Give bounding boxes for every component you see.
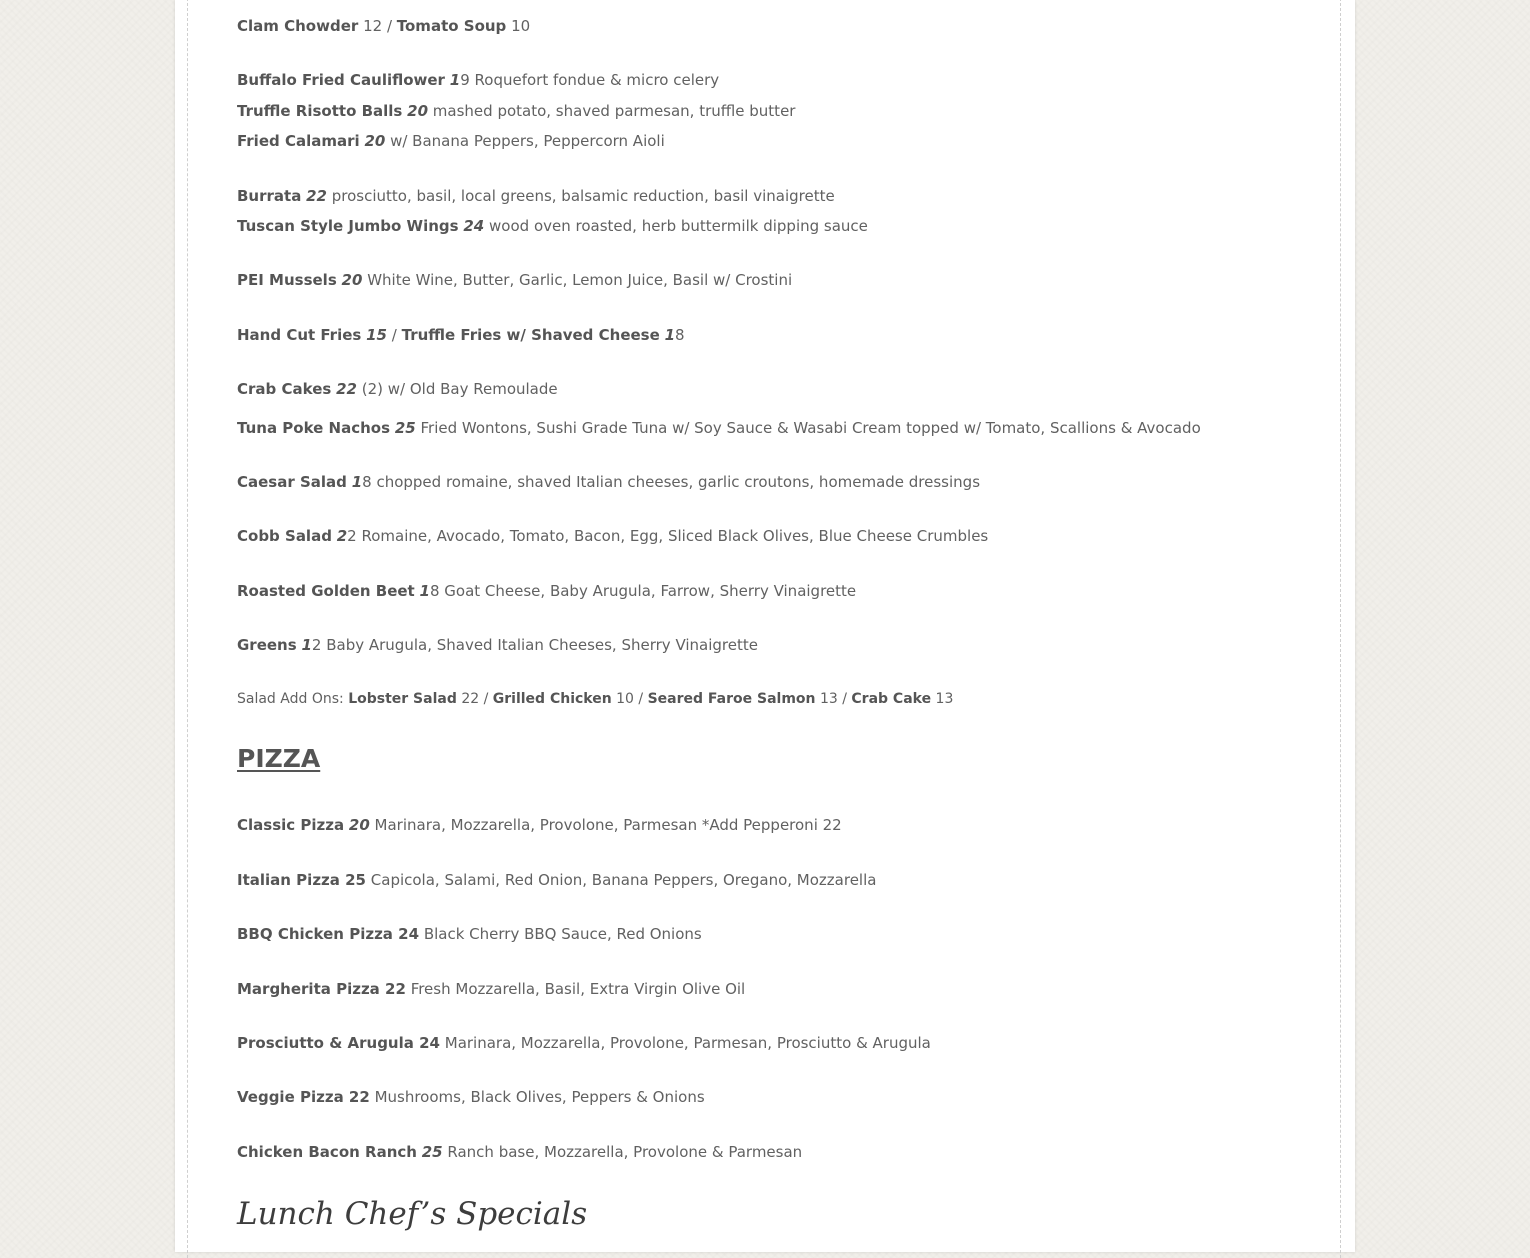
item-name: Truffle Fries w/ Shaved Cheese [401, 326, 660, 344]
item-description: (2) w/ Old Bay Remoulade [361, 380, 558, 398]
item-price: 20 [341, 271, 363, 289]
add-on-name: Grilled Chicken [492, 691, 612, 707]
item-price: 20 [364, 132, 386, 150]
item-description: chopped romaine, shaved Italian cheeses, garlic croutons, homemade dressings [376, 473, 981, 491]
item-description: Goat Cheese, Baby Arugula, Farrow, Sherry Vinaigrette [444, 582, 857, 600]
separator: / [382, 17, 397, 35]
item-price: 1 [449, 71, 461, 89]
item-description: mashed potato, shaved parmesan, truffle butter [432, 102, 796, 120]
menu-item [237, 419, 1201, 437]
item-name: Prosciutto & Arugula 24 [237, 1034, 440, 1052]
item-description: Fried Wontons, Sushi Grade Tuna w/ Soy Sauce & Wasabi Cream topped w/ Tomato, Scallions & Avocado [420, 419, 1201, 437]
menu-item [237, 102, 795, 120]
add-on-name: Seared Faroe Salmon [647, 691, 816, 707]
item-description: Marinara, Mozzarella, Provolone, Parmesan, Prosciutto & Arugula [444, 1034, 931, 1052]
menu-item [237, 380, 558, 398]
item-name: BBQ Chicken Pizza 24 [237, 925, 420, 943]
item-description: prosciutto, basil, local greens, balsamic reduction, basil vinaigrette [331, 187, 835, 205]
item-price: 24 [463, 217, 485, 235]
item-name: Fried Calamari [237, 132, 360, 150]
item-price: 8 [362, 473, 372, 491]
menu-item-pizza [237, 925, 702, 943]
item-name: Tuna Poke Nachos [237, 419, 391, 437]
add-on-name: Crab Cake [851, 691, 932, 707]
item-description: Mushrooms, Black Olives, Peppers & Onions [374, 1088, 705, 1106]
menu-item-fries [237, 326, 685, 344]
item-name: Hand Cut Fries [237, 326, 362, 344]
item-name: Buffalo Fried Cauliflower [237, 71, 445, 89]
item-description: Fresh Mozzarella, Basil, Extra Virgin Olive Oil [410, 980, 746, 998]
item-name: Tomato Soup [396, 17, 507, 35]
menu-item-pizza [237, 1143, 802, 1161]
item-name: Classic Pizza [237, 816, 345, 834]
menu-item-pizza [237, 980, 745, 998]
lunch-specials-heading: Lunch Chef’s Specials [237, 1196, 588, 1232]
item-description: Ranch base, Mozzarella, Provolone & Parmesan [447, 1143, 803, 1161]
item-price: 22 [336, 380, 357, 398]
menu-item [237, 187, 835, 205]
item-price: 10 [511, 17, 531, 35]
item-price: 8 [429, 582, 440, 600]
item-price: 1 [351, 473, 363, 491]
item-price: 20 [407, 102, 429, 120]
item-price: 2 [311, 636, 322, 654]
item-description: Baby Arugula, Shaved Italian Cheeses, Sherry Vinaigrette [326, 636, 758, 654]
item-price: 8 [675, 326, 685, 344]
item-description: White Wine, Butter, Garlic, Lemon Juice, Basil w/ Crostini [367, 271, 793, 289]
menu-item-salad [237, 636, 758, 654]
item-price: 12 [363, 17, 383, 35]
separator: / [842, 691, 847, 707]
item-name: Roasted Golden Beet [237, 582, 415, 600]
item-description: Romaine, Avocado, Tomato, Bacon, Egg, Sliced Black Olives, Blue Cheese Crumbles [361, 527, 989, 545]
menu-item [237, 132, 665, 150]
item-name: Chicken Bacon Ranch [237, 1143, 417, 1161]
item-price: 2 [347, 527, 357, 545]
add-on-name: Lobster Salad [348, 691, 457, 707]
item-price: 15 [366, 326, 387, 344]
item-name: PEI Mussels [237, 271, 337, 289]
menu-item [237, 271, 792, 289]
add-on-price: 13 [935, 691, 954, 707]
item-price: 25 [394, 419, 416, 437]
separator: / [483, 691, 489, 707]
add-on-price: 10 [616, 691, 634, 707]
item-description: Roquefort fondue & micro celery [474, 71, 720, 89]
item-name: Margherita Pizza 22 [237, 980, 406, 998]
menu-item-pizza [237, 1034, 931, 1052]
item-price: 1 [664, 326, 675, 344]
menu-item-pizza [237, 816, 842, 834]
item-description: wood oven roasted, herb buttermilk dipping sauce [489, 217, 868, 235]
item-price: 20 [348, 816, 370, 834]
item-name: Burrata [237, 187, 302, 205]
menu-item [237, 217, 868, 235]
item-name: Clam Chowder [237, 17, 359, 35]
item-name: Caesar Salad [237, 473, 347, 491]
item-name: Cobb Salad [237, 527, 332, 545]
add-on-price: 13 [819, 691, 838, 707]
item-price: 22 [306, 187, 327, 205]
pizza-heading: PIZZA [237, 744, 321, 773]
item-price: 9 [460, 71, 470, 89]
separator: / [638, 691, 644, 707]
menu-item-pizza [237, 871, 876, 889]
item-name: Crab Cakes [237, 380, 332, 398]
salad-add-ons [237, 690, 953, 708]
menu-item-soups [237, 17, 530, 35]
menu-item-salad [237, 527, 988, 545]
menu-item-pizza [237, 1088, 705, 1106]
menu-item-salad [237, 473, 980, 491]
menu-item [237, 71, 719, 89]
item-price: 25 [421, 1143, 443, 1161]
item-name: Truffle Risotto Balls [237, 102, 403, 120]
add-ons-label: Salad Add Ons: [237, 691, 344, 707]
item-name: Tuscan Style Jumbo Wings [237, 217, 459, 235]
item-name: Greens [237, 636, 297, 654]
item-description: Black Cherry BBQ Sauce, Red Onions [423, 925, 702, 943]
item-description: Marinara, Mozzarella, Provolone, Parmesan *Add Pepperoni 22 [374, 816, 842, 834]
item-description: w/ Banana Peppers, Peppercorn Aioli [390, 132, 665, 150]
item-description: Capicola, Salami, Red Onion, Banana Peppers, Oregano, Mozzarella [370, 871, 877, 889]
item-price: 2 [336, 527, 348, 545]
item-price: 1 [301, 636, 312, 654]
item-name: Italian Pizza 25 [237, 871, 366, 889]
menu-item-salad [237, 582, 856, 600]
add-on-price: 22 [461, 691, 480, 707]
item-name: Veggie Pizza 22 [237, 1088, 370, 1106]
separator: / [391, 326, 397, 344]
item-price: 1 [419, 582, 430, 600]
